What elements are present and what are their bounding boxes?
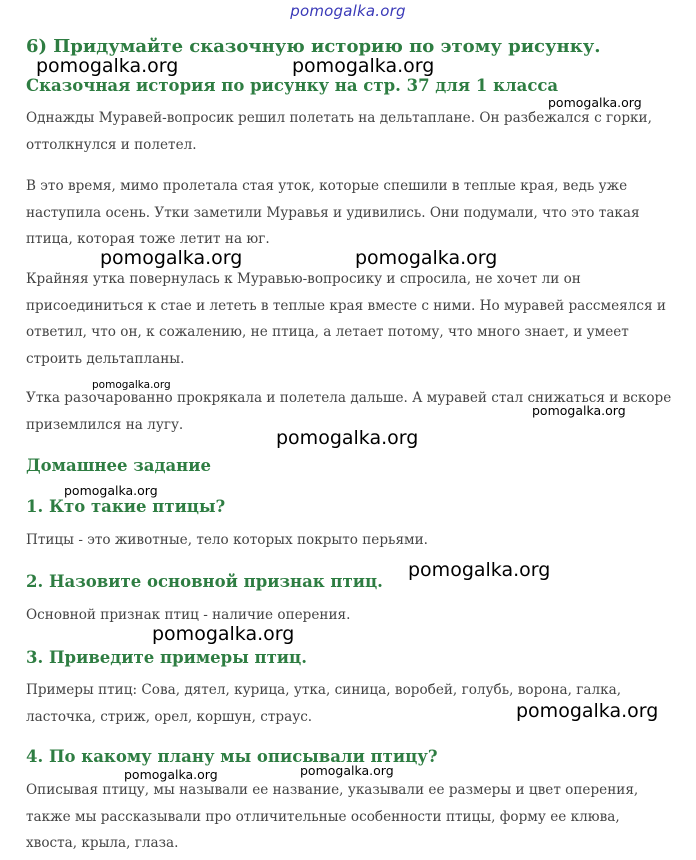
watermark: pomogalka.org [292, 55, 435, 77]
question-4: 4. По какому плану мы описывали птицу? [26, 747, 438, 766]
watermark: pomogalka.org [532, 403, 626, 418]
answer-4: Описывая птицу, мы называли ее название, указывали ее размеры и цвет оперения, также мы рассказывали про отличительные особенности птицы, форму ее клюва, хвоста, крыла, глаза. [26, 782, 639, 851]
homework-title: Домашнее задание [26, 456, 211, 475]
task6-heading: 6) Придумайте сказочную историю по этому рисунку. [26, 36, 601, 57]
watermark: pomogalka.org [355, 247, 498, 269]
watermark: pomogalka.org [152, 623, 295, 645]
answer-3: Примеры птиц: Сова, дятел, курица, утка, синица, воробей, голубь, ворона, галка, ласточка, стриж, орел, коршун, страус. [26, 682, 622, 725]
answer-2: Основной признак птиц - наличие оперения. [26, 607, 351, 623]
story-paragraph-3: Крайняя утка повернулась к Муравью-вопросику и спросила, не хочет ли он присоединиться к стае и лететь в теплые края вместе с ними. Но муравей рассмеялся и ответил, что он, к сожалению, не птица, а летает потому, что много знает, и умеет строить дельтапланы. [26, 271, 666, 367]
question-1: 1. Кто такие птицы? [26, 497, 226, 516]
watermark: pomogalka.org [300, 763, 394, 778]
site-logo[interactable]: pomogalka.org [290, 2, 406, 20]
watermark: pomogalka.org [64, 483, 158, 498]
watermark: pomogalka.org [408, 559, 551, 581]
watermark: pomogalka.org [516, 700, 659, 722]
answer-1: Птицы - это животные, тело которых покрыто перьями. [26, 532, 428, 548]
watermark: pomogalka.org [276, 427, 419, 449]
story-subheading: Сказочная история по рисунку на стр. 37 для 1 класса [26, 76, 559, 95]
watermark: pomogalka.org [548, 95, 642, 110]
story-paragraph-1: Однажды Муравей-вопросик решил полетать на дельтаплане. Он разбежался с горки, оттолкнулся и полетел. [26, 110, 652, 153]
question-3: 3. Приведите примеры птиц. [26, 648, 307, 667]
watermark: pomogalka.org [124, 767, 218, 782]
question-2: 2. Назовите основной признак птиц. [26, 572, 383, 591]
story-paragraph-4: Утка разочарованно прокрякала и полетела дальше. А муравей стал снижаться и вскоре приземлился на лугу. [26, 390, 672, 433]
story-paragraph-2: В это время, мимо пролетала стая уток, которые спешили в теплые края, ведь уже наступила осень. Утки заметили Муравья и удивились. Они подумали, что это такая птица, которая тоже летит на юг. [26, 178, 640, 247]
watermark: pomogalka.org [92, 379, 171, 391]
watermark: pomogalka.org [36, 55, 179, 77]
watermark: pomogalka.org [100, 247, 243, 269]
